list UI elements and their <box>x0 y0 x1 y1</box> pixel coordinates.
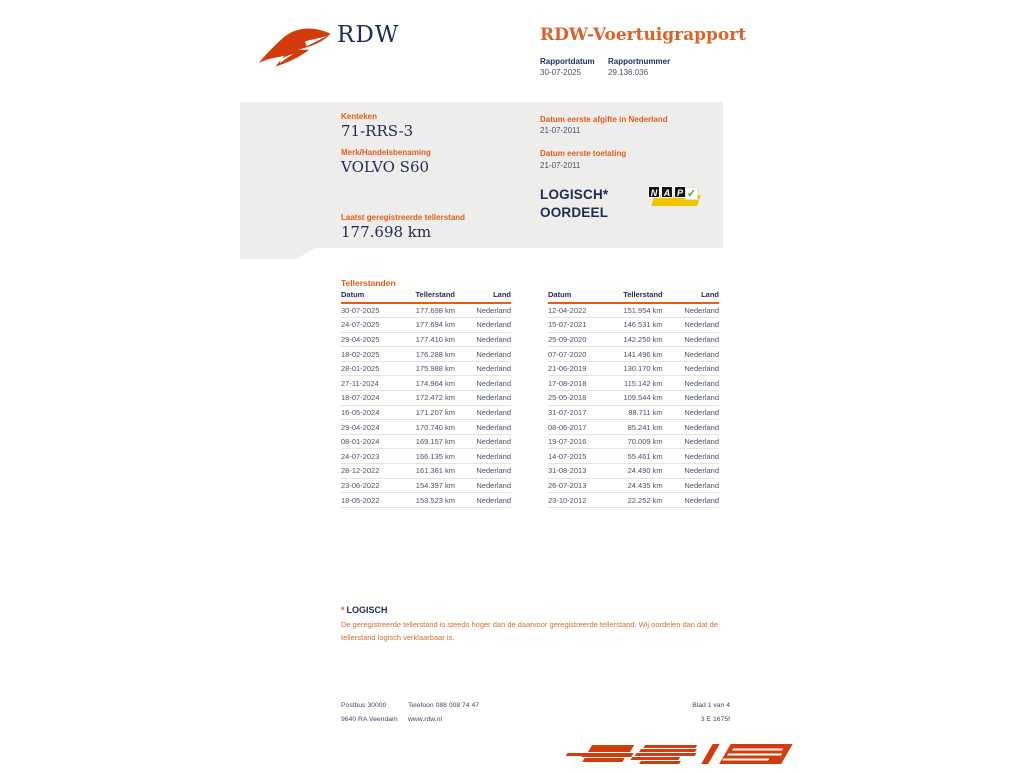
column-header-datum: Datum <box>341 290 403 303</box>
cell-land: Nederland <box>663 303 719 318</box>
cell-datum: 17-08-2018 <box>548 376 610 391</box>
cell-datum: 27-11-2024 <box>341 376 403 391</box>
table-row <box>548 303 719 318</box>
cell-land: Nederland <box>455 303 511 318</box>
cell-datum: 08-06-2017 <box>548 420 610 435</box>
cell-tellerstand: 88.711 km <box>610 405 662 420</box>
nap-letter-n: N <box>648 186 660 198</box>
cell-tellerstand: 141.496 km <box>610 347 662 362</box>
report-date-label: Rapportdatum <box>540 57 595 66</box>
table-row <box>548 420 719 435</box>
report-number-label: Rapportnummer <box>608 57 671 66</box>
cell-land: Nederland <box>455 449 511 464</box>
cell-land: Nederland <box>455 318 511 333</box>
column-header-land: Land <box>663 290 719 303</box>
cell-tellerstand: 142.250 km <box>610 332 662 347</box>
table-row <box>548 434 719 449</box>
cell-tellerstand: 174.964 km <box>403 376 455 391</box>
table-row <box>548 449 719 464</box>
cell-datum: 18-02-2025 <box>341 347 403 362</box>
rdw-logo-wordmark: RDW <box>337 22 400 48</box>
footer-address <box>341 699 398 727</box>
footer-form-code: 3 E 1675f <box>700 716 730 723</box>
cell-datum: 18-07-2024 <box>341 391 403 406</box>
table-row <box>341 449 511 464</box>
rdw-stripes-decoration <box>543 740 818 773</box>
table-row <box>548 347 719 362</box>
tellerstanden-table-right <box>548 290 719 508</box>
cell-land: Nederland <box>455 405 511 420</box>
oordeel-text <box>540 186 608 222</box>
cell-tellerstand: 177.698 km <box>403 303 455 318</box>
eerste-afgifte-label: Datum eerste afgifte in Nederland <box>540 115 668 124</box>
tellerstanden-table-left <box>341 290 511 508</box>
footer-page-info <box>600 699 730 727</box>
cell-tellerstand: 175.988 km <box>403 361 455 376</box>
table-row <box>548 464 719 479</box>
cell-tellerstand: 146.531 km <box>610 318 662 333</box>
cell-datum: 14-07-2015 <box>548 449 610 464</box>
cell-land: Nederland <box>455 493 511 508</box>
cell-land: Nederland <box>455 434 511 449</box>
table-row <box>341 420 511 435</box>
cell-datum: 31-07-2017 <box>548 405 610 420</box>
cell-land: Nederland <box>455 332 511 347</box>
table-row <box>341 347 511 362</box>
cell-tellerstand: 130.170 km <box>610 361 662 376</box>
panel-corner-tab <box>240 248 316 259</box>
table-row <box>548 478 719 493</box>
cell-land: Nederland <box>455 420 511 435</box>
footer-page-number: Blad 1 van 4 <box>692 702 730 709</box>
table-row <box>341 376 511 391</box>
table-row <box>548 391 719 406</box>
cell-tellerstand: 176.288 km <box>403 347 455 362</box>
cell-datum: 15-07-2021 <box>548 318 610 333</box>
table-row <box>341 493 511 508</box>
table-row <box>548 376 719 391</box>
cell-tellerstand: 55.461 km <box>610 449 662 464</box>
nap-letter-a: A <box>661 186 673 198</box>
cell-tellerstand: 24.490 km <box>610 464 662 479</box>
cell-land: Nederland <box>663 332 719 347</box>
column-header-land: Land <box>455 290 511 303</box>
nap-letter-p: P <box>674 186 686 198</box>
footnote-asterisk: * <box>341 605 345 615</box>
cell-land: Nederland <box>663 318 719 333</box>
cell-tellerstand: 161.361 km <box>403 464 455 479</box>
cell-land: Nederland <box>455 464 511 479</box>
cell-datum: 29-04-2024 <box>341 420 403 435</box>
table-header-row <box>341 290 511 303</box>
kenteken-value: 71-RRS-3 <box>341 122 414 140</box>
cell-datum: 24-07-2023 <box>341 449 403 464</box>
cell-tellerstand: 24.435 km <box>610 478 662 493</box>
cell-land: Nederland <box>455 376 511 391</box>
cell-land: Nederland <box>455 361 511 376</box>
rdw-wing-logo-icon <box>256 26 332 70</box>
oordeel-line2: OORDEEL <box>540 205 609 220</box>
cell-land: Nederland <box>663 434 719 449</box>
cell-tellerstand: 153.523 km <box>403 493 455 508</box>
kenteken-label: Kenteken <box>341 112 378 121</box>
cell-datum: 19-07-2016 <box>548 434 610 449</box>
cell-datum: 07-07-2020 <box>548 347 610 362</box>
eerste-toelating-value: 21-07-2011 <box>540 161 581 170</box>
table-row <box>548 405 719 420</box>
cell-tellerstand: 177.694 km <box>403 318 455 333</box>
table-row <box>341 434 511 449</box>
cell-tellerstand: 151.954 km <box>610 303 662 318</box>
footer-phone: Telefoon 088 008 74 47 <box>408 702 480 709</box>
cell-land: Nederland <box>663 361 719 376</box>
eerste-afgifte-value: 21-07-2011 <box>540 126 581 135</box>
table-row <box>548 318 719 333</box>
cell-land: Nederland <box>663 391 719 406</box>
merk-label: Merk/Handelsbenaming <box>341 148 431 157</box>
cell-land: Nederland <box>663 405 719 420</box>
cell-land: Nederland <box>455 347 511 362</box>
cell-datum: 28-12-2022 <box>341 464 403 479</box>
cell-land: Nederland <box>663 449 719 464</box>
column-header-tellerstand: Tellerstand <box>610 290 662 303</box>
table-row <box>548 332 719 347</box>
cell-tellerstand: 70.009 km <box>610 434 662 449</box>
laatste-tellerstand-value: 177.698 km <box>341 223 432 241</box>
cell-datum: 21-06-2019 <box>548 361 610 376</box>
cell-datum: 23-10-2012 <box>548 493 610 508</box>
footer-city: 9640 RA Veendam <box>341 716 398 723</box>
cell-tellerstand: 154.397 km <box>403 478 455 493</box>
table-row <box>341 303 511 318</box>
footer-website-link[interactable]: www.rdw.nl <box>408 716 442 723</box>
table-row <box>548 493 719 508</box>
table-row <box>341 478 511 493</box>
table-row <box>341 405 511 420</box>
column-header-datum: Datum <box>548 290 610 303</box>
cell-land: Nederland <box>663 464 719 479</box>
cell-tellerstand: 169.157 km <box>403 434 455 449</box>
cell-datum: 25-09-2020 <box>548 332 610 347</box>
cell-tellerstand: 115.142 km <box>610 376 662 391</box>
report-number-value: 29.136.036 <box>608 68 649 77</box>
column-header-tellerstand: Tellerstand <box>403 290 455 303</box>
cell-tellerstand: 166.135 km <box>403 449 455 464</box>
footnote-heading-text: LOGISCH <box>346 605 388 615</box>
cell-datum: 23-06-2022 <box>341 478 403 493</box>
eerste-toelating-label: Datum eerste toelating <box>540 149 627 158</box>
cell-datum: 16-05-2024 <box>341 405 403 420</box>
tellerstanden-section-title: Tellerstanden <box>341 278 396 288</box>
footnote-body: De geregistreerde tellerstand is steeds hoger dan de daarvoor geregistreerde tellerstand. Wij oordelen dan dat de tellerstand logisch verklaarbaar is. <box>341 620 718 642</box>
cell-tellerstand: 170.740 km <box>403 420 455 435</box>
table-row <box>341 318 511 333</box>
footer-postbus: Postbus 30000 <box>341 702 387 709</box>
cell-tellerstand: 109.544 km <box>610 391 662 406</box>
cell-land: Nederland <box>455 391 511 406</box>
table-header-row <box>548 290 719 303</box>
cell-tellerstand: 172.472 km <box>403 391 455 406</box>
laatste-tellerstand-label: Laatst geregistreerde tellerstand <box>341 213 466 222</box>
cell-datum: 24-07-2025 <box>341 318 403 333</box>
table-row <box>341 361 511 376</box>
footnote-heading <box>341 605 388 615</box>
table-row <box>548 361 719 376</box>
table-row <box>341 391 511 406</box>
cell-datum: 29-04-2025 <box>341 332 403 347</box>
cell-tellerstand: 22.252 km <box>610 493 662 508</box>
nap-checkmark-icon: ✓ <box>686 188 697 200</box>
cell-datum: 28-01-2025 <box>341 361 403 376</box>
cell-datum: 08-01-2024 <box>341 434 403 449</box>
report-date-value: 30-07-2025 <box>540 68 581 77</box>
cell-datum: 26-07-2013 <box>548 478 610 493</box>
cell-land: Nederland <box>663 493 719 508</box>
table-row <box>341 332 511 347</box>
nap-logo-icon <box>648 186 700 210</box>
merk-value: VOLVO S60 <box>341 158 430 176</box>
cell-land: Nederland <box>663 347 719 362</box>
cell-land: Nederland <box>663 376 719 391</box>
cell-datum: 12-04-2022 <box>548 303 610 318</box>
cell-datum: 30-07-2025 <box>341 303 403 318</box>
table-row <box>341 464 511 479</box>
cell-tellerstand: 85.241 km <box>610 420 662 435</box>
cell-tellerstand: 177.410 km <box>403 332 455 347</box>
cell-datum: 18-05-2022 <box>341 493 403 508</box>
page-title: RDW-Voertuigrapport <box>540 25 747 45</box>
cell-datum: 31-08-2013 <box>548 464 610 479</box>
footer-contact <box>408 699 479 727</box>
cell-datum: 25-05-2018 <box>548 391 610 406</box>
cell-land: Nederland <box>663 478 719 493</box>
cell-tellerstand: 171.207 km <box>403 405 455 420</box>
cell-land: Nederland <box>455 478 511 493</box>
oordeel-line1: LOGISCH* <box>540 187 609 202</box>
cell-land: Nederland <box>663 420 719 435</box>
